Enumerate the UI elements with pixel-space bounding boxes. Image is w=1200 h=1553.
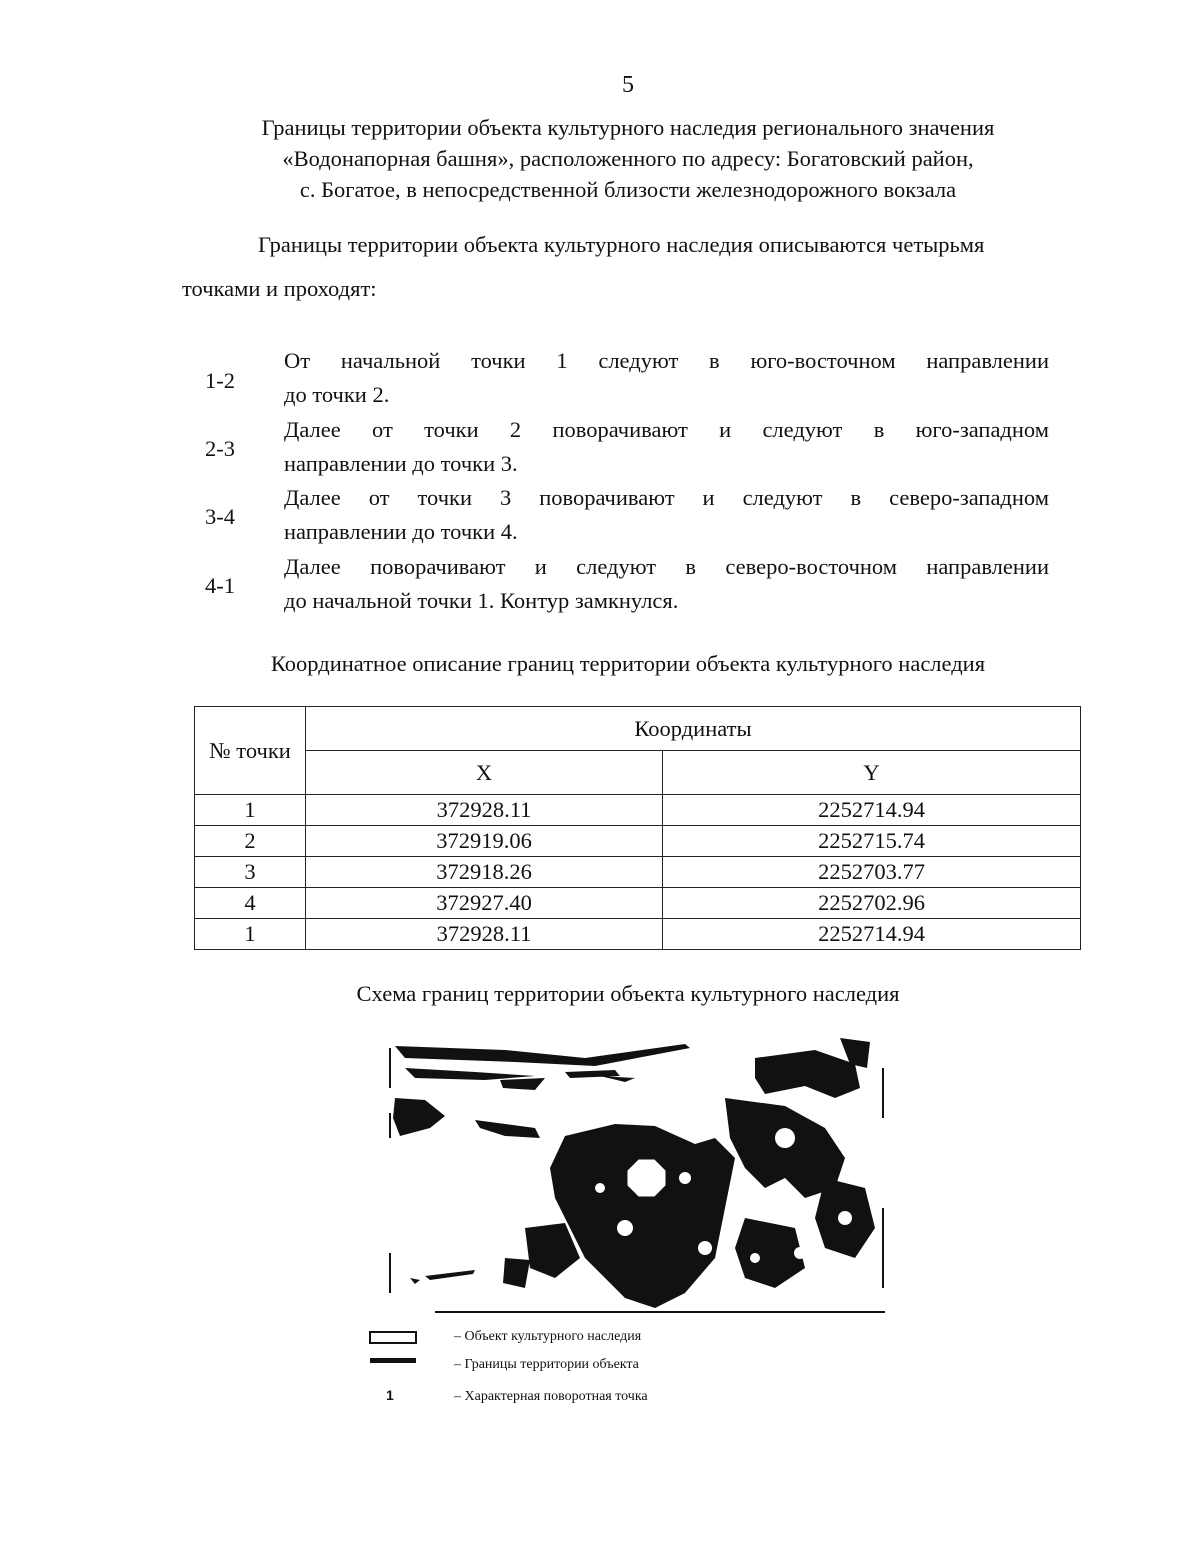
table-row <box>195 857 1081 888</box>
page-number: 5 <box>622 72 634 98</box>
segment-line: Далее от точки 3 поворачивают и следуют в северо-западном <box>284 485 1049 510</box>
cell-x: 372927.40 <box>306 888 663 919</box>
coordinates-caption: Координатное описание границ территории объекта культурного наследия <box>270 651 986 676</box>
header-x: X <box>306 751 663 795</box>
coordinates-table <box>194 706 1081 950</box>
scheme-caption: Схема границ территории объекта культурного наследия <box>356 981 900 1006</box>
segment-description <box>284 344 1049 412</box>
cell-y: 2252702.96 <box>663 888 1081 919</box>
table-row <box>195 888 1081 919</box>
segment-line: Далее от точки 2 поворачивают и следуют в юго-западном <box>284 417 1049 442</box>
boundary-legend-symbol <box>368 1356 420 1366</box>
header-y: Y <box>663 751 1081 795</box>
cell-point: 2 <box>195 826 306 857</box>
cell-x: 372928.11 <box>306 919 663 950</box>
title-line-2: «Водонапорная башня», расположенного по адресу: Богатовский район, <box>282 146 974 171</box>
cell-point: 1 <box>195 919 306 950</box>
cell-y: 2252703.77 <box>663 857 1081 888</box>
segment-line: направлении до точки 3. <box>284 451 518 476</box>
cell-y: 2252714.94 <box>663 795 1081 826</box>
segment-description <box>284 481 1049 549</box>
cell-x: 372918.26 <box>306 857 663 888</box>
object-legend-symbol <box>368 1329 420 1347</box>
table-row <box>195 795 1081 826</box>
document-title <box>150 112 1106 205</box>
cell-x: 372919.06 <box>306 826 663 857</box>
segment-line: От начальной точки 1 следуют в юго-восточном направлении <box>284 348 1049 373</box>
segment-line: Далее поворачивают и следуют в северо-восточном направлении <box>284 554 1049 579</box>
segment-line: до точки 2. <box>284 382 390 407</box>
segment-label: 3-4 <box>205 504 235 529</box>
table-row <box>195 826 1081 857</box>
legend-point-label: – Характерная поворотная точка <box>454 1389 648 1404</box>
boundary-scheme-map <box>385 1028 887 1316</box>
cell-y: 2252715.74 <box>663 826 1081 857</box>
segment-label: 2-3 <box>205 436 235 461</box>
point-legend-marker: 1 <box>386 1387 394 1403</box>
legend-object-label: – Объект культурного наследия <box>454 1329 642 1344</box>
title-line-3: с. Богатое, в непосредственной близости железнодорожного вокзала <box>299 177 957 202</box>
cell-point: 4 <box>195 888 306 919</box>
segment-line: направлении до точки 4. <box>284 519 518 544</box>
cell-point: 3 <box>195 857 306 888</box>
legend-boundary-label: – Границы территории объекта <box>454 1357 639 1372</box>
segment-label: 4-1 <box>205 573 235 598</box>
table-row <box>195 919 1081 950</box>
segment-label: 1-2 <box>205 368 235 393</box>
segment-description <box>284 550 1049 618</box>
segment-line: до начальной точки 1. Контур замкнулся. <box>284 588 679 613</box>
segment-description <box>284 413 1049 481</box>
cell-x: 372928.11 <box>306 795 663 826</box>
object-outline <box>626 1158 667 1198</box>
header-coordinates: Координаты <box>306 707 1081 751</box>
intro-line-1: Границы территории объекта культурного наследия описываются четырьмя <box>258 232 985 257</box>
intro-line-2: точками и проходят: <box>182 276 377 301</box>
header-point: № точки <box>195 707 306 795</box>
cell-point: 1 <box>195 795 306 826</box>
title-line-1: Границы территории объекта культурного наследия регионального значения <box>261 115 995 140</box>
cell-y: 2252714.94 <box>663 919 1081 950</box>
